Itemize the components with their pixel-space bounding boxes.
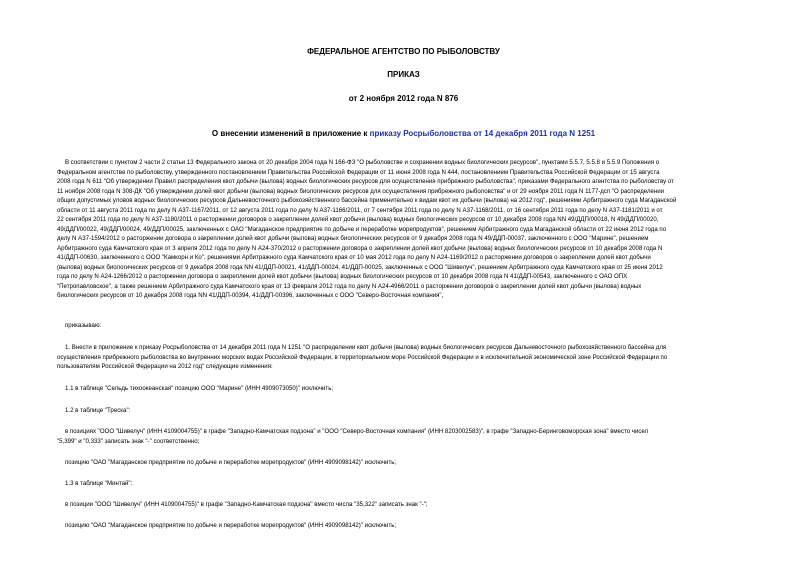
preamble-line: Федеральном агентстве по рыболовству, утвержденного постановлением Правительства Российской Федерации от 11 июня 2008 года N 444, постановлением Правительства Российской Федерации от 15 августа — [57, 168, 660, 176]
order-word: приказываю: — [65, 322, 102, 329]
doc-title-prefix: О внесении изменений в приложение к — [211, 129, 370, 138]
preamble-line: года по делу N А24-1266/2012 о расторжении договора о закреплении долей квот добычи (вылова) водных биологических ресурсов от 10 декабря 2008 года N 41/ДДП-00543, заключенного с ОАО ОПХ — [57, 273, 628, 280]
doc-type: ПРИКАЗ — [387, 70, 420, 79]
item-1-2-a-line: "5,399" и "0,333" записать знак "-" соответственно; — [57, 437, 200, 445]
preamble-line: В соответствии с пунктом 2 части 2 статьи 13 Федерального закона от 20 декабря 2004 года N 166-ФЗ "О рыболовстве и сохранении водных биологических ресурсов", пунктами 5.5.7, 5.5.8 и 5.5.9 Положения о — [65, 159, 660, 166]
preamble-line: 49/ДДП/00022, 49/ДДП/00024, 49/ДДП/00025, заключенных с ОАО "Магаданское предприятие по добыче и переработке морепродуктов", решением Арбитражного суда Магаданской области от 22 июня 2012 года по — [57, 225, 667, 233]
agency-name: ФЕДЕРАЛЬНОЕ АГЕНТСТВО ПО РЫБОЛОВСТВУ — [307, 47, 500, 56]
preamble-line: 22 сентября 2011 года по делу N А37-1180/2011 о расторжении договоров о закреплении долей квот добычи (вылова) водных биологических ресурсов от 10 декабря 2008 года NN 49/ДДП/00018, N 49/ДДП/00020, — [57, 216, 659, 223]
preamble-line: 11 ноября 2008 года N 308-ДК "Об утверждении долей квот добычи (вылова) водных биологических ресурсов для осуществления прибрежного рыболовства" и от 29 ноября 2011 года N 1177-дсп "О распределении — [57, 187, 665, 195]
doc-title — [0, 129, 807, 138]
item-1-3-b: позицию "ОАО "Магаданское предприятие по добыче и переработке морепродуктов" (ИНН 4909098142)" исключить; — [65, 522, 397, 529]
preamble-line: 41/ДДП-00630, заключенного с ООО "Камкорн и Ко", решениями Арбитражного суда Камчатского края от 10 мая 2012 года по делу N А24-1169/2012 о расторжении договоров о закреплении долей квот добычи — [57, 254, 651, 261]
item-1-1: 1.1 в таблице "Сельдь тихоокеанская" позицию ООО "Марине" (ИНН 4909073050)" исключить; — [65, 385, 334, 392]
item-1-2-a — [57, 427, 770, 446]
preamble-line: области от 11 августа 2011 года по делу N А37-1167/2011, от 12 августа 2011 года по делу N А37-1166/2011, от 7 сентября 2011 года по делу N А37-1168/2011, от 16 сентября 2011 года по делу N А37-1181/2011 и от — [57, 206, 663, 214]
preamble-line: (вылова) водных биологических ресурсов от 9 декабря 2008 года NN 41/ДДП-00021, 41/ДДП-00024, 41/ДДП-00025, заключенных с ООО "Шивелуч", решением Арбитражного суда Камчатского края от 25 июня 2012 — [57, 263, 663, 271]
item-1-3: 1.3 в таблице "Минтай": — [65, 480, 133, 487]
preamble-line: общих допустимых уловов водных биологических ресурсов Дальневосточного рыбохозяйственного бассейна применительно к видам квот их добычи (вылова) на 2012 год", решениями Арбитражного суда Магаданской — [57, 197, 677, 204]
preamble-line: Арбитражного суда Камчатского края от 3 апреля 2012 года по делу N А24-370/2012 о расторжении договора о закреплении долей квот добычи (вылова) водных биологических ресурсов от 10 декабря 2008 года N — [57, 244, 663, 252]
doc-date-number: от 2 ноября 2012 года N 876 — [348, 94, 459, 103]
item-1-line: осуществления прибрежного рыболовства во внутренних морских водах Российской Федерации, в территориальном море Российской Федерации и в исключительной экономической зоне Российской Федерации по — [57, 353, 668, 361]
item-1-2-b: позицию "ОАО "Магаданское предприятие по добыче и переработке морепродуктов" (ИНН 4909098142)" исключить; — [65, 459, 397, 466]
preamble-line: биологических ресурсов от 10 декабря 2008 года NN 41/ДДП-00394, 41/ДДП-00396, заключенных с ООО "Северо-Восточная компания", — [57, 292, 444, 299]
preamble-line: 2008 года N 611 "Об утверждении Правил распределения квот добычи (вылова) водных биологических ресурсов для осуществления прибрежного рыболовства", приказами Федерального агентства по рыболовству от — [57, 178, 674, 185]
item-1-2-a-line: в позициях "ООО "Шивелуч" (ИНН 4109004755)" в графе "Западно-Камчатская подзона" и "ООО "Северо-Восточная компания" (ИНН 8203002583)", в графе "Западно-Беринговоморская зона" вместо чисел — [65, 428, 649, 435]
doc-title-link[interactable]: приказу Росрыболовства от 14 декабря 2011 года N 1251 — [369, 129, 596, 138]
preamble-line: делу N А37-1594/2012 о расторжении договора о закреплении долей квот добычи (вылова) водных биологических ресурсов от 9 декабря 2008 года N 49/ДДП-00037, заключенного с ООО "Марине", решением — [57, 235, 649, 242]
preamble-line: "Петропавловское", а также решением Арбитражного суда Камчатского края от 13 февраля 2012 года по делу N А24-4966/2011 о расторжении договоров о закреплении долей квот добычи (вылова) водных — [57, 282, 642, 290]
item-1-line: пользователям Российской Федерации на 2012 год" следующие изменения: — [57, 363, 273, 370]
item-1-3-a: в позиции "ООО "Шивелуч" (ИНН 4109004755)" в графе "Западно-Камчатская подзона" вместо числа "35,322" записать знак "-"; — [65, 501, 428, 508]
item-1-line: 1. Внести в приложение к приказу Росрыболовства от 14 декабря 2011 года N 1251 "О распределении квот добычи (вылова) водных биологических ресурсов Дальневосточного рыбохозяйственного бассейна для — [65, 344, 667, 351]
preamble-paragraph — [57, 158, 770, 301]
item-1-paragraph — [57, 343, 770, 372]
item-1-2: 1.2 в таблице "Треска": — [65, 407, 131, 414]
